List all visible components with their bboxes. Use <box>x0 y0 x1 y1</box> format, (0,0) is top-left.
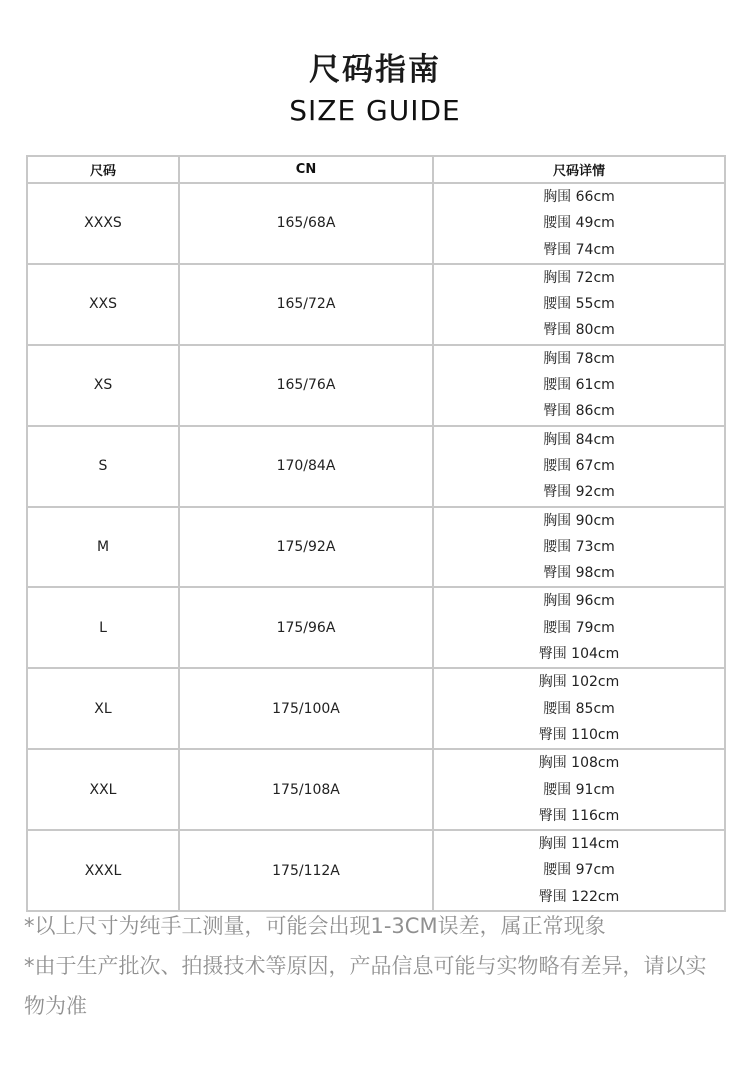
size-cell: XXXS <box>27 183 179 264</box>
table-row <box>27 507 725 588</box>
detail-line: 胸围 90cm <box>543 512 615 529</box>
detail-line: 胸围 72cm <box>543 269 615 286</box>
header-details: 尺码详情 <box>433 156 725 183</box>
cn-cell: 175/92A <box>179 507 433 588</box>
cn-cell: 175/100A <box>179 668 433 749</box>
table-row <box>27 749 725 830</box>
detail-line: 胸围 114cm <box>538 836 620 853</box>
cn-cell: 175/96A <box>179 587 433 668</box>
size-cell: XL <box>27 668 179 749</box>
detail-line: 腰围 67cm <box>543 457 615 474</box>
detail-line: 臀围 98cm <box>543 565 615 582</box>
details-cell <box>433 264 725 345</box>
detail-line: 胸围 108cm <box>538 755 620 772</box>
details-cell <box>433 749 725 830</box>
page-subtitle: SIZE GUIDE <box>289 94 461 127</box>
header-size: 尺码 <box>27 156 179 183</box>
detail-line: 腰围 85cm <box>543 700 615 717</box>
table-header-row <box>27 156 725 183</box>
size-cell: S <box>27 426 179 507</box>
size-cell: L <box>27 587 179 668</box>
detail-line: 胸围 96cm <box>543 593 615 610</box>
details-cell <box>433 507 725 588</box>
size-table <box>26 155 726 912</box>
table-row <box>27 830 725 911</box>
note-disclaimer: *由于生产批次、拍摄技术等原因，产品信息可能与实物略有差异，请以实物为准 <box>24 954 707 1018</box>
detail-line: 臀围 116cm <box>538 807 620 824</box>
detail-line: 腰围 91cm <box>543 781 615 798</box>
detail-line: 臀围 74cm <box>543 241 615 258</box>
cn-cell: 165/76A <box>179 345 433 426</box>
detail-line: 臀围 104cm <box>538 646 620 663</box>
detail-line: 腰围 55cm <box>543 296 615 313</box>
detail-line: 腰围 61cm <box>543 377 615 394</box>
details-cell <box>433 426 725 507</box>
table-row <box>27 264 725 345</box>
size-cell: M <box>27 507 179 588</box>
details-cell <box>433 587 725 668</box>
detail-line: 胸围 66cm <box>543 189 615 205</box>
page-title: 尺码指南 <box>309 52 441 88</box>
detail-line: 腰围 97cm <box>543 862 615 879</box>
detail-line: 臀围 86cm <box>543 403 615 420</box>
details-cell <box>433 345 725 426</box>
detail-line: 臀围 92cm <box>543 484 615 501</box>
size-cell: XXL <box>27 749 179 830</box>
size-cell: XXS <box>27 264 179 345</box>
cn-cell: 165/72A <box>179 264 433 345</box>
details-cell <box>433 183 725 264</box>
table-row <box>27 668 725 749</box>
detail-line: 胸围 78cm <box>543 350 615 367</box>
detail-line: 腰围 79cm <box>543 619 615 636</box>
size-cell: XXXL <box>27 830 179 911</box>
note-measurement: *以上尺寸为纯手工测量，可能会出现1-3CM误差，属正常现象 <box>24 914 606 938</box>
detail-line: 腰围 49cm <box>543 215 615 232</box>
table-row <box>27 345 725 426</box>
detail-line: 臀围 122cm <box>538 888 620 905</box>
cn-cell: 170/84A <box>179 426 433 507</box>
cn-cell: 165/68A <box>179 183 433 264</box>
size-cell: XS <box>27 345 179 426</box>
table-row <box>27 183 725 264</box>
header-cn: CN <box>179 156 433 183</box>
detail-line: 臀围 110cm <box>538 726 620 743</box>
table-row <box>27 587 725 668</box>
details-cell <box>433 830 725 911</box>
cn-cell: 175/108A <box>179 749 433 830</box>
detail-line: 臀围 80cm <box>543 322 615 339</box>
detail-line: 腰围 73cm <box>543 538 615 555</box>
cn-cell: 175/112A <box>179 830 433 911</box>
detail-line: 胸围 102cm <box>538 674 620 691</box>
table-row <box>27 426 725 507</box>
detail-line: 胸围 84cm <box>543 431 615 448</box>
details-cell <box>433 668 725 749</box>
